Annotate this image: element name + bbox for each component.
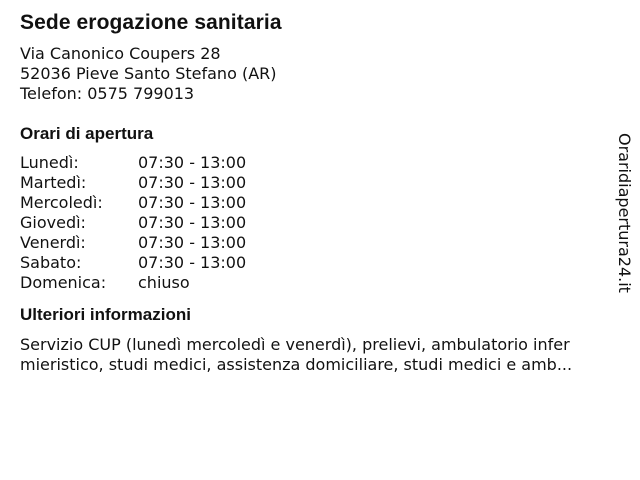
- facility-title: Sede erogazione sanitaria: [20, 11, 282, 34]
- opening-hours-table: [20, 153, 620, 293]
- day-label: Martedì:: [20, 173, 87, 192]
- day-label: Sabato:: [20, 253, 82, 272]
- time-range: 07:30 - 13:00: [138, 253, 247, 272]
- info-line-2: mieristico, studi medici, assistenza domiciliare, studi medici e amb...: [20, 355, 573, 374]
- day-label: Giovedì:: [20, 213, 86, 232]
- opening-hours-heading: Orari di apertura: [20, 124, 154, 143]
- day-label: Domenica:: [20, 273, 107, 292]
- additional-info-heading: Ulteriori informazioni: [20, 305, 191, 324]
- day-label: Mercoledì:: [20, 193, 103, 212]
- time-range: 07:30 - 13:00: [138, 213, 247, 232]
- hours-row-saturday: [20, 253, 620, 273]
- phone-number[interactable]: Telefon: 0575 799013: [20, 84, 195, 103]
- time-range: 07:30 - 13:00: [138, 233, 247, 252]
- additional-info-text: [20, 335, 624, 375]
- hours-row-thursday: [20, 213, 620, 233]
- street-address: Via Canonico Coupers 28: [20, 44, 221, 63]
- hours-row-friday: [20, 233, 620, 253]
- site-watermark: Oraridiapertura24.it: [615, 133, 634, 293]
- time-range: 07:30 - 13:00: [138, 173, 247, 192]
- city-address: 52036 Pieve Santo Stefano (AR): [20, 64, 277, 83]
- info-line-1: Servizio CUP (lunedì mercoledì e venerdì), prelievi, ambulatorio infer: [20, 335, 570, 354]
- time-range: 07:30 - 13:00: [138, 153, 247, 172]
- time-range: 07:30 - 13:00: [138, 193, 247, 212]
- time-range: chiuso: [138, 273, 190, 292]
- facility-card: [20, 10, 620, 375]
- day-label: Lunedì:: [20, 153, 79, 172]
- hours-row-monday: [20, 153, 620, 173]
- hours-row-wednesday: [20, 193, 620, 213]
- hours-row-tuesday: [20, 173, 620, 193]
- day-label: Venerdì:: [20, 233, 86, 252]
- hours-row-sunday: [20, 273, 620, 293]
- address-block: [20, 44, 620, 104]
